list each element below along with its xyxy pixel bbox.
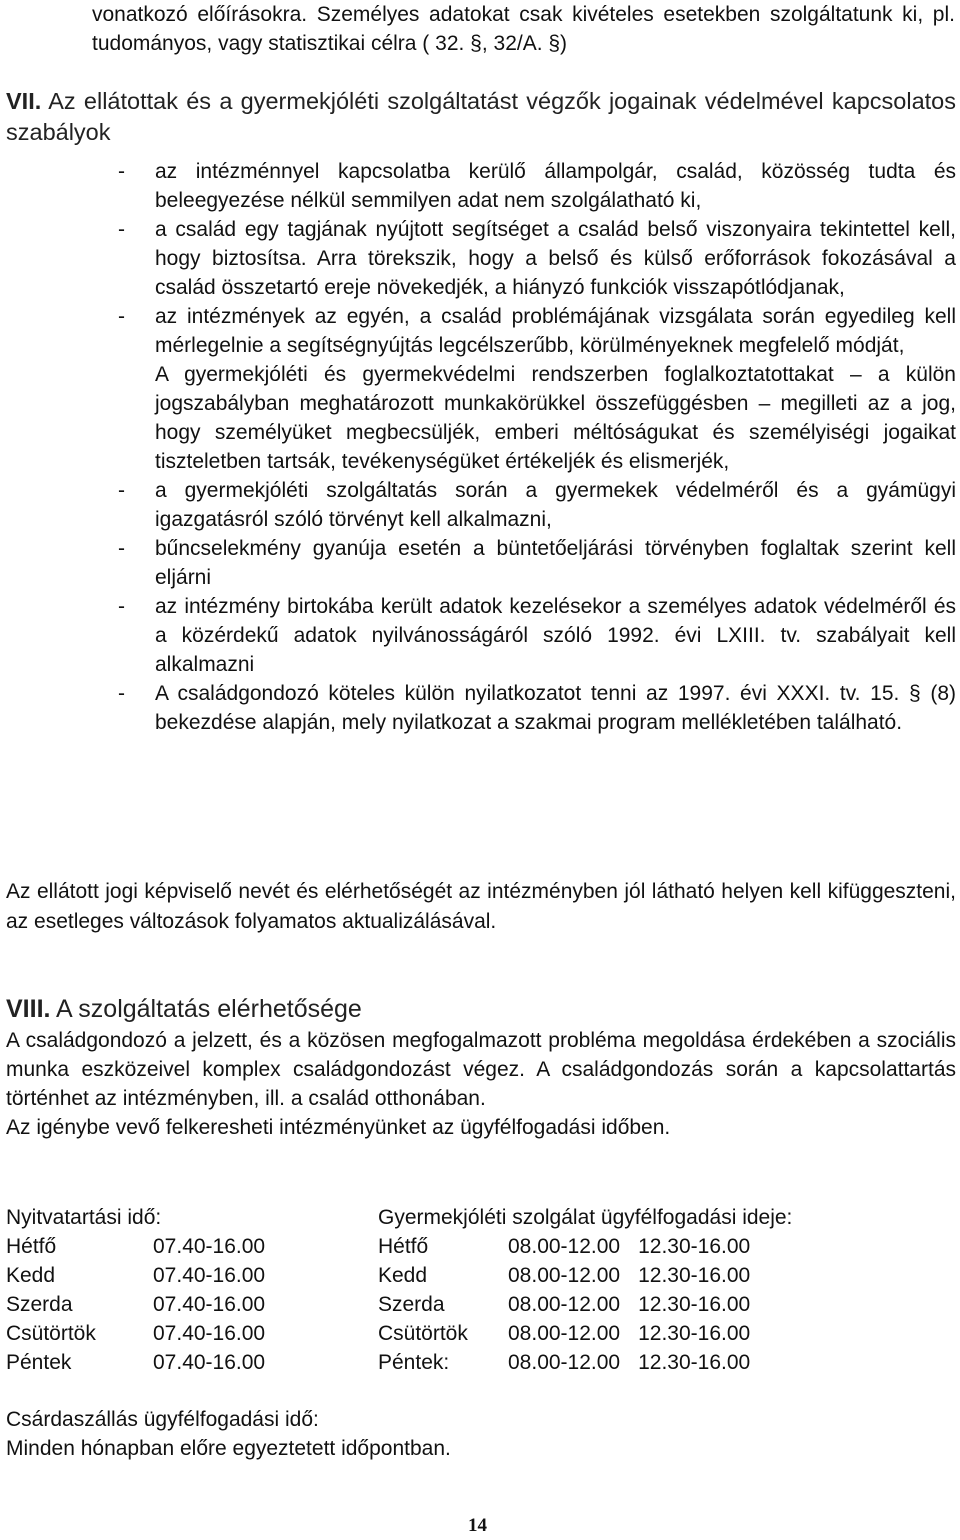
section-8-heading <box>6 993 362 1025</box>
list-item: A gyermekjóléti és gyermekvédelmi rendszerben foglalkoztatottakat – a külön jogszabályban meghatározott munkakörükkel összefüggésben – megilleti az a jog, hogy személyüket megbecsüljék, emberi méltóságukat és személyiségi jogaikat tiszteletben tartsák, tevékenységüket értékeljék és elismerjék, <box>155 363 956 473</box>
table-row: Csütörtök 07.40-16.00 <box>6 1322 266 1345</box>
service-hours-heading: Gyermekjóléti szolgálat ügyfélfogadási ideje: <box>378 1206 793 1229</box>
csardaszallas-text: Minden hónapban előre egyeztetett időpontban. <box>6 1437 451 1460</box>
list-item: - az intézmények az egyén, a család problémájának vizsgálata során egyedileg kell mérlegelnie a segítségnyújtás legcélszerűbb, körülményeknek megfelelő módját, <box>118 305 956 357</box>
table-row: Hétfő 08.00-12.00 12.30-16.00 <box>378 1235 751 1258</box>
list-item: - bűncselekmény gyanúja esetén a büntetőeljárási törvényben foglaltak szerint kell eljárni <box>118 537 956 589</box>
intro-paragraph: vonatkozó előírásokra. Személyes adatokat csak kivételes esetekben szolgáltatunk ki, pl. tudományos, vagy statisztikai célra ( 32. §, 32/A. §) <box>92 3 955 55</box>
table-row: Hétfő 07.40-16.00 <box>6 1235 266 1258</box>
section-8-title: A szolgáltatás elérhetősége <box>56 995 362 1023</box>
table-row: Péntek 07.40-16.00 <box>6 1351 266 1374</box>
table-row: Kedd 08.00-12.00 12.30-16.00 <box>378 1264 751 1287</box>
csardaszallas-heading: Csárdaszállás ügyfélfogadási idő: <box>6 1408 319 1431</box>
availability-text <box>6 1026 956 1142</box>
page-number: 14 <box>468 1515 487 1536</box>
opening-hours-heading: Nyitvatartási idő: <box>6 1206 162 1229</box>
csardaszallas-hours <box>6 1405 451 1463</box>
rights-list <box>118 157 956 737</box>
section-7-heading <box>6 86 956 148</box>
list-item: - az intézmény birtokába került adatok kezelésekor a személyes adatok védelméről és a közérdekű adatok nyilvánosságáról szóló 1992. évi LXIII. tv. szabályait kell alkalmazni <box>118 595 956 676</box>
table-row: Szerda 08.00-12.00 12.30-16.00 <box>378 1293 751 1316</box>
list-item: - a család egy tagjának nyújtott segítséget a család belső viszonyaira tekintettel kell, hogy biztosítsa. Arra törekszik, hogy a belső és külső erőforrások fokozásával a család összetartó ereje növekedjék, a hiányzó funkciók visszapótlódjanak, <box>118 218 956 299</box>
section-8-number: VIII. <box>6 995 51 1023</box>
table-row: Csütörtök 08.00-12.00 12.30-16.00 <box>378 1322 751 1345</box>
opening-hours-table <box>6 1203 265 1377</box>
availability-note: Az igénybe vevő felkeresheti intézményünket az ügyfélfogadási időben. <box>6 1116 671 1139</box>
representative-paragraph: Az ellátott jogi képviselő nevét és elérhetőségét az intézményben jól látható helyen kell kifüggeszteni, az esetleges változások folyamatos aktualizálásával. <box>6 880 956 933</box>
table-row: Kedd 07.40-16.00 <box>6 1264 266 1287</box>
list-item: - az intézménnyel kapcsolatba kerülő állampolgár, család, közösség tudta és beleegyezése nélkül semmilyen adat nem szolgálatható ki, <box>118 160 956 212</box>
availability-paragraph: A családgondozó a jelzett, és a közösen megfogalmazott probléma megoldása érdekében a szociális munka eszközeivel komplex családgondozást végez. A családgondozás során a kapcsolattartás történhet az intézményben, ill. a család otthonában. <box>6 1029 956 1110</box>
table-row: Péntek: 08.00-12.00 12.30-16.00 <box>378 1351 751 1374</box>
section-7-number: VII. <box>6 88 42 114</box>
section-7-title: Az ellátottak és a gyermekjóléti szolgáltatást végzők jogainak védelmével kapcsolatos szabályok <box>6 88 956 145</box>
list-item: - A családgondozó köteles külön nyilatkozatot tenni az 1997. évi XXXI. tv. 15. § (8) bekezdése alapján, mely nyilatkozat a szakmai program mellékletében található. <box>118 682 956 734</box>
table-row: Szerda 07.40-16.00 <box>6 1293 266 1316</box>
list-item: - a gyermekjóléti szolgáltatás során a gyermekek védelméről és a gyámügyi igazgatásról szóló törvényt kell alkalmazni, <box>118 479 956 531</box>
service-hours-table <box>378 1203 792 1377</box>
